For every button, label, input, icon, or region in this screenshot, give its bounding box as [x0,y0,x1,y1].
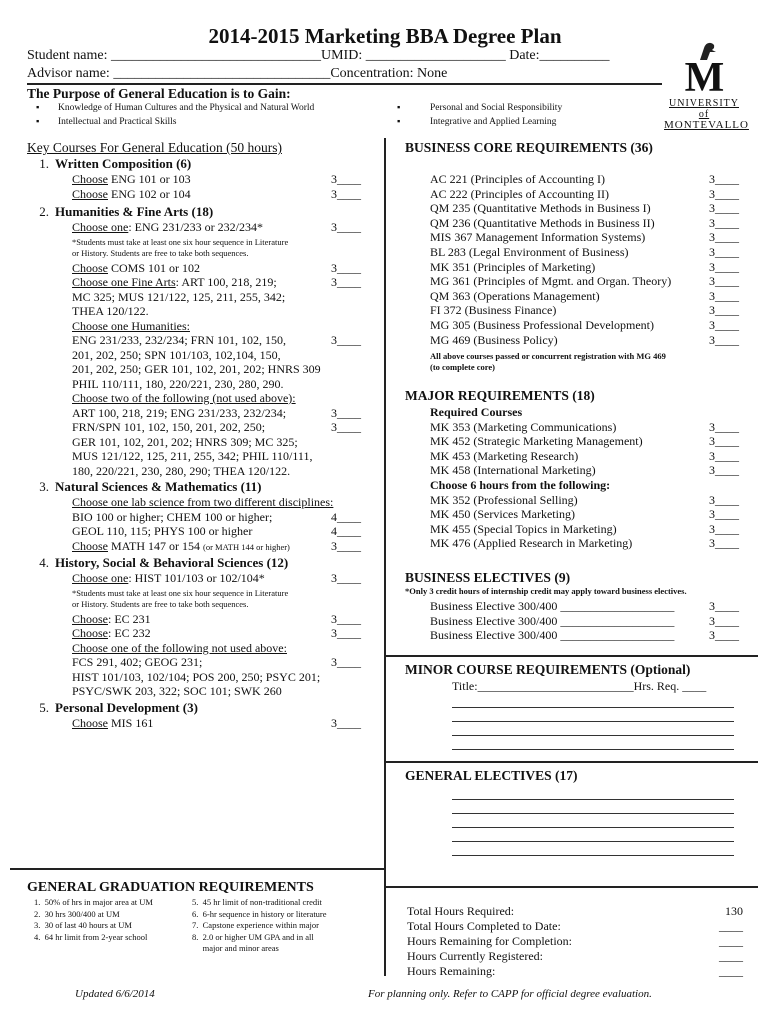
graduation-item: 4. 64 hr limit from 2-year school [34,931,148,942]
course-row [430,522,750,537]
course-name: QM 363 (Operations Management) [430,288,600,303]
totals-row [407,949,743,964]
course-name: MK 450 (Services Marketing) [430,507,575,522]
course-name: MK 352 (Professional Selling) [430,492,578,507]
course-row [430,187,750,202]
advisor-info-line: Advisor name: _______________________________Concentration: None [27,66,448,81]
minor-blank-lines [452,694,734,750]
course-name: Business Elective 300/400 ___________________ [430,599,675,613]
totals-value: 130 [725,904,743,918]
course-row [430,318,750,333]
general-electives-heading: GENERAL ELECTIVES (17) [405,768,578,783]
purpose-bullet: Knowledge of Human Cultures and the Physical and Natural World [58,103,315,113]
course-name: Business Elective 300/400 ___________________ [430,613,675,628]
graduation-item: 5. 45 hr limit of non-traditional credit [192,897,322,907]
course-row [430,536,750,551]
course-name: QM 235 (Quantitative Methods in Business I) [430,201,651,216]
section-history-social: 4. History, Social & Behavioral Sciences (12) [39,555,289,570]
course-row [430,274,750,289]
course-name: MG 305 (Business Professional Development) [430,317,654,332]
graduation-item: 8. 2.0 or higher UM GPA and in all [192,931,314,942]
credit-blank[interactable]: 3____ [709,613,739,628]
totals-label: Hours Currently Registered: [407,949,543,963]
header-divider [27,83,662,85]
credit-blank[interactable]: 3____ [709,244,739,259]
credit-blank[interactable]: 3____ [709,201,739,216]
credit-blank[interactable]: 3____ [709,521,739,536]
graduation-item: 1. 50% of hrs in major area at UM [34,897,153,907]
credit-blank[interactable]: 3____ [709,492,739,507]
course-row [430,216,750,231]
totals-value[interactable]: ____ [719,934,743,948]
core-note: All above courses passed or concurrent registration with MG 469 [430,351,666,361]
course-name: AC 221 (Principles of Accounting I) [430,172,605,186]
blank-line[interactable] [452,828,734,842]
logo-letter: M [684,55,724,101]
course-name: Business Elective 300/400 ___________________ [430,628,675,643]
gen-ed-heading: Key Courses For General Education (50 hours) [27,140,282,155]
page-title: 2014-2015 Marketing BBA Degree Plan [208,24,562,48]
purpose-bullet: Personal and Social Responsibility [430,103,563,113]
totals-row [407,919,743,934]
course-name: MK 455 (Special Topics in Marketing) [430,521,617,536]
credit-blank[interactable]: 3____ [709,536,739,551]
business-core-heading: BUSINESS CORE REQUIREMENTS (36) [405,140,653,155]
totals-value[interactable]: ____ [719,919,743,933]
credit-blank[interactable]: 3____ [709,274,739,289]
course-row [430,434,750,449]
credit-blank[interactable]: 3____ [709,434,739,449]
totals-row [407,934,743,949]
major-list: Required Courses MK 353 (Marketing Communications) 3____ MK 452 (Strategic Marketing Management) 3____ MK 453 (Marketing Research) 3____ MK 458 (International Marketing) 3____ Choose 6 hours from the following: MK 352 (Professional Selling) 3____ MK 450 (Services Marketing) 3____ MK 455 (Special Topics in Marketing) 3____ MK 476 (Applied Research in Marketing) 3____ [430,405,750,551]
course-row [430,599,750,614]
section-divider [10,868,384,870]
major-heading: MAJOR REQUIREMENTS (18) [405,388,595,403]
course-row [430,303,750,318]
electives-note: *Only 3 credit hours of internship credit may apply toward business electives. [405,586,687,596]
section-divider [386,886,758,888]
updated-date: Updated 6/6/2014 [75,988,155,1000]
bullet-icon: ▪ [397,103,401,113]
credit-blank[interactable]: 3____ [709,303,739,318]
general-electives-blank-lines [452,786,734,856]
logo-line1: UNIVERSITY of [669,98,739,120]
purpose-bullet: Integrative and Applied Learning [430,117,557,127]
course-name: MK 453 (Marketing Research) [430,448,579,463]
credit-blank[interactable]: 3____ [709,259,739,274]
totals-label: Hours Remaining: [407,964,496,978]
course-name: MK 452 (Strategic Marketing Management) [430,434,643,449]
blank-line[interactable] [452,694,734,708]
course-name: MK 458 (International Marketing) [430,463,596,478]
course-name: BL 283 (Legal Environment of Business) [430,244,629,259]
minor-title-field[interactable]: Title:__________________________Hrs. Req. ____ [452,679,707,693]
credit-blank[interactable]: 3____ [709,230,739,245]
course-name: MK 351 (Principles of Marketing) [430,259,596,274]
purpose-bullet: Intellectual and Practical Skills [58,117,177,127]
course-name: MIS 367 Management Information Systems) [430,230,646,245]
graduation-list-left [34,897,153,943]
graduation-item: 7. Capstone experience within major [192,920,319,931]
course-name: MK 353 (Marketing Communications) [430,419,617,434]
disclaimer: For planning only. Refer to CAPP for official degree evaluation. [368,988,652,1000]
core-note: (to complete core) [430,362,495,372]
course-name: FI 372 (Business Finance) [430,303,557,318]
electives-list [430,599,750,643]
course-row [430,507,750,522]
course-row [430,463,750,478]
blank-line[interactable] [452,708,734,722]
minor-heading: MINOR COURSE REQUIREMENTS (Optional) [405,662,691,677]
course-row [430,201,750,216]
credit-blank[interactable]: 3____ [709,599,739,613]
bullet-icon: ▪ [397,117,401,127]
purpose-bullets-right [397,101,563,129]
blank-line[interactable] [452,814,734,828]
graduation-list-right [192,897,327,955]
graduation-item: 3. 30 of last 40 hours at UM [34,920,132,931]
gen-ed-section: 1. Written Composition (6) Choose ENG 101 or 103 3____ Choose ENG 102 or 104 3____ 2. Humanities & Fine Arts (18) Choose one: ENG 231/233 or 232/234* 3____ *Students must take at least one six hour sequence in Literature or History. Students are free to take both sequences. Choose COMS 101 or 102 3____ Choose one Fine Arts: ART 100, 218, 219; 3____ MC 325; MUS 121/122, 125, 211, 255, 342; THEA 120/122. Choose one Humanities: ENG 231/233, 232/234; FRN 101, 102, 150, 3____ 201, 202, 250; SPN 101/103, 102,104, 150, 201, 202, 250; GER 101, 102, 201, 202; HNRS 309 PHIL 110/111, 180, 220/221, 230, 280, 290. Choose two of the following (not used above): ART 100, 218, 219; ENG 231/233, 232/234; 3____ FRN/SPN 101, 102, 150, 201, 202, 250; 3____ GER 101, 102, 201, 202; HNRS 309; MC 325; MUS 121/122, 125, 211, 255, 342; PHIL 110/111, 180, 220/221, 230, 280, 290; THEA 120/122. 3. Natural Sciences & Mathematics (11) Choose one lab science from two different disciplines: BIO 100 or higher; CHEM 100 or higher; 4____ GEOL 110, 115; PHYS 100 or higher 4____ Choose MATH 147 or 154 (or MATH 144 or higher) 3____ 4. History, Social & Behavioral Sciences (12) Choose one: HIST 101/103 or 102/104* 3____ *Students must take at least one six hour sequence in Literature or History. Students are free to take both sequences. Choose: EC 231 3____ Choose: EC 232 3____ Choose one of the following not used above: FCS 291, 402; GEOG 231; 3____ HIST 101/103, 102/104; POS 200, 250; PSYC 201; PSYC/SWK 203, 322; SOC 101; SWK 260 5. Personal Development (3) Choose MIS 161 3____ [27,156,367,730]
credit-blank[interactable]: 3____ [709,628,739,643]
totals-value[interactable]: ____ [719,949,743,963]
course-row [430,420,750,435]
totals-box [407,904,743,979]
course-row [430,260,750,275]
blank-line[interactable] [452,786,734,800]
section-written-composition: 1. Written Composition (6) [39,156,192,171]
blank-line[interactable] [452,722,734,736]
course-name: AC 222 (Principles of Accounting II) [430,186,609,201]
blank-line[interactable] [452,800,734,814]
totals-value[interactable]: ____ [719,964,743,978]
course-name: MG 469 (Business Policy) [430,332,558,347]
bullet-icon: ▪ [36,117,40,127]
purpose-bullets-left [36,101,315,129]
course-row [430,333,750,348]
totals-label: Hours Remaining for Completion: [407,934,572,948]
course-row [430,493,750,508]
course-row [430,245,750,260]
section-divider [386,655,758,657]
course-name: MG 361 (Principles of Mgmt. and Organ. Theory) [430,274,672,289]
credit-blank[interactable]: 3____ [709,463,739,478]
graduation-item: 2. 30 hrs 300/400 at UM [34,908,120,919]
graduation-item: major and minor areas [192,943,279,954]
credit-blank[interactable]: 3____ [709,186,739,201]
credit-blank[interactable]: 3____ [709,507,739,522]
totals-row [407,904,743,919]
totals-label: Total Hours Required: [407,904,515,918]
section-personal-development: 5. Personal Development (3) [39,699,198,715]
credit-blank[interactable]: 3____ [709,172,739,186]
totals-label: Total Hours Completed to Date: [407,919,561,933]
graduation-item: 6. 6-hr sequence in history or literature [192,908,327,919]
course-name: QM 236 (Quantitative Methods in Business II) [430,215,655,230]
course-row [430,628,750,643]
section-divider [386,761,758,763]
graduation-heading: GENERAL GRADUATION REQUIREMENTS [27,880,314,895]
section-natural-sciences: 3. Natural Sciences & Mathematics (11) [39,479,262,494]
bullet-icon: ▪ [36,103,40,113]
credit-blank[interactable]: 3____ [709,332,739,347]
section-humanities: 2. Humanities & Fine Arts (18) [39,204,214,219]
credit-blank[interactable]: 3____ [709,215,739,230]
course-row [430,614,750,629]
column-divider [384,138,386,976]
logo-line2: MONTEVALLO [664,119,749,131]
course-row [430,449,750,464]
course-row [430,172,750,187]
business-electives-heading: BUSINESS ELECTIVES (9) [405,570,571,585]
credit-blank[interactable]: 3____ [709,448,739,463]
student-info-line: Student name: ______________________________UMID: ____________________ Date:__________ [27,48,610,63]
blank-line[interactable] [452,736,734,750]
business-core-list [430,172,750,347]
blank-line[interactable] [452,842,734,856]
credit-blank[interactable]: 3____ [709,288,739,303]
course-row [430,289,750,304]
purpose-heading: The Purpose of General Education is to Gain: [27,86,291,101]
credit-blank[interactable]: 3____ [709,317,739,332]
university-logo [664,40,749,131]
totals-row [407,964,743,979]
course-row [430,230,750,245]
credit-blank[interactable]: 3____ [709,419,739,434]
course-name: MK 476 (Applied Research in Marketing) [430,536,633,551]
